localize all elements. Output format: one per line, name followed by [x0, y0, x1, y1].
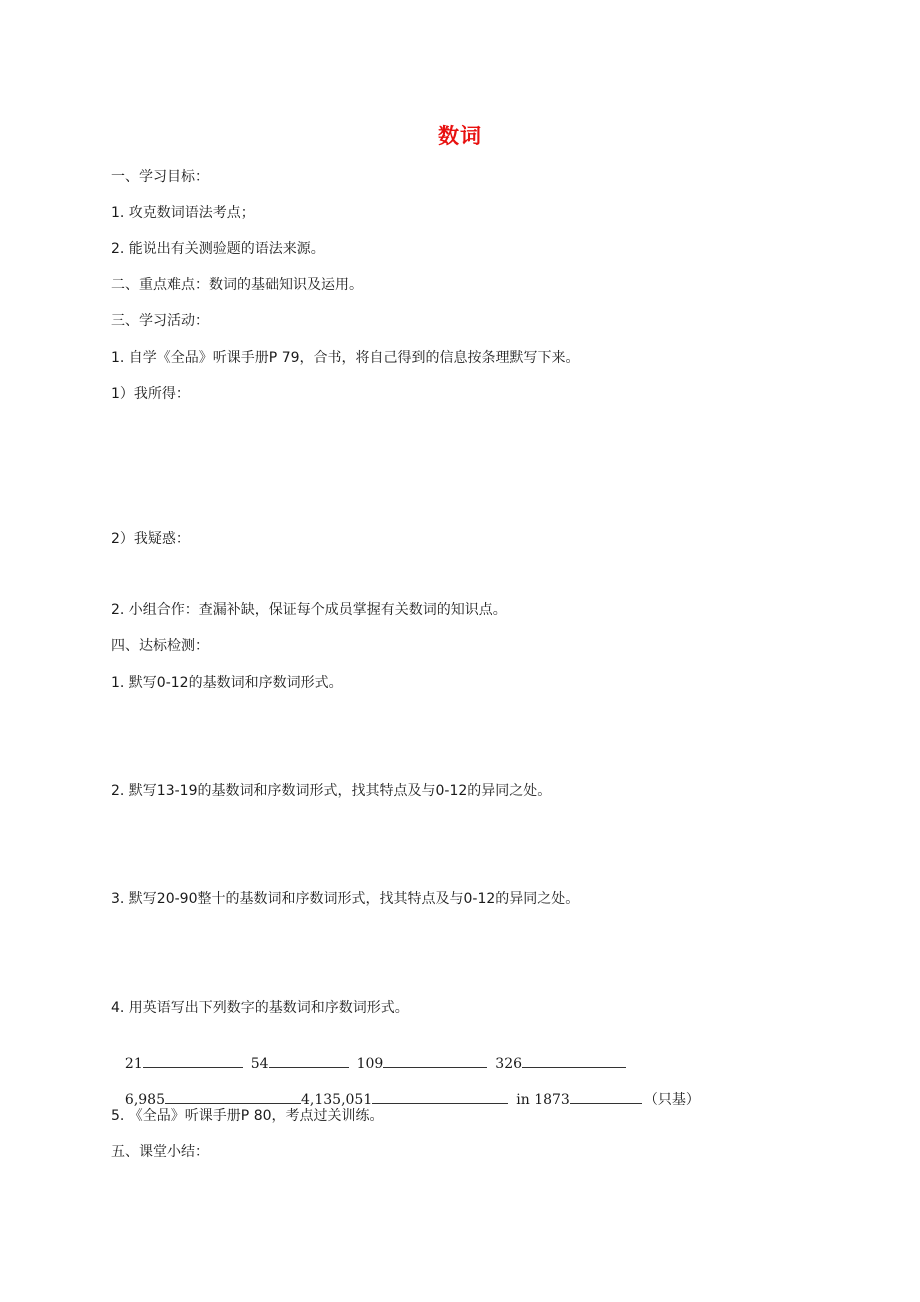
- objective-1: 1. 攻克数词语法考点；: [111, 205, 255, 221]
- activity-2: 2. 小组合作：查漏补缺，保证每个成员掌握有关数词的知识点。: [111, 602, 507, 618]
- number-326: 326: [495, 1056, 523, 1072]
- number-4135051: 4,135,051: [301, 1092, 373, 1108]
- cardinal-only-note: （只基）: [643, 1092, 700, 1108]
- section-4-heading: 四、达标检测：: [111, 638, 209, 654]
- section-1-heading: 一、学习目标：: [111, 169, 209, 185]
- section-3-heading: 三、学习活动：: [111, 313, 209, 329]
- answer-blank[interactable]: [372, 1089, 508, 1104]
- section-5-heading: 五、课堂小结：: [111, 1144, 209, 1160]
- answer-blank[interactable]: [522, 1053, 626, 1068]
- number-6985: 6,985: [124, 1092, 165, 1108]
- numbers-row-1: [116, 1035, 634, 1073]
- number-109: 109: [356, 1056, 384, 1072]
- answer-blank[interactable]: [570, 1089, 642, 1104]
- test-1: 1. 默写0-12的基数词和序数词形式。: [111, 675, 343, 691]
- activity-1: 1. 自学《全品》听课手册P 79，合书，将自己得到的信息按条理默写下来。: [111, 350, 580, 366]
- numbers-row-2: [116, 1071, 700, 1109]
- number-21: 21: [124, 1056, 143, 1072]
- number-54: 54: [250, 1056, 269, 1072]
- objective-2: 2. 能说出有关测验题的语法来源。: [111, 241, 325, 257]
- answer-blank[interactable]: [383, 1053, 487, 1068]
- test-3: 3. 默写20-90整十的基数词和序数词形式，找其特点及与0-12的异同之处。: [111, 891, 580, 907]
- test-5: 5. 《全品》听课手册P 80，考点过关训练。: [111, 1108, 384, 1124]
- answer-blank[interactable]: [165, 1089, 301, 1104]
- number-in-1873: in 1873: [516, 1092, 570, 1108]
- activity-1-doubts: 2）我疑惑：: [111, 531, 190, 547]
- page-title: 数词: [438, 124, 482, 148]
- answer-blank[interactable]: [143, 1053, 243, 1068]
- answer-blank[interactable]: [269, 1053, 349, 1068]
- test-2: 2. 默写13-19的基数词和序数词形式，找其特点及与0-12的异同之处。: [111, 783, 552, 799]
- test-4: 4. 用英语写出下列数字的基数词和序数词形式。: [111, 1000, 409, 1016]
- activity-1-gained: 1）我所得：: [111, 386, 190, 402]
- section-2-heading: 二、重点难点：数词的基础知识及运用。: [111, 277, 363, 293]
